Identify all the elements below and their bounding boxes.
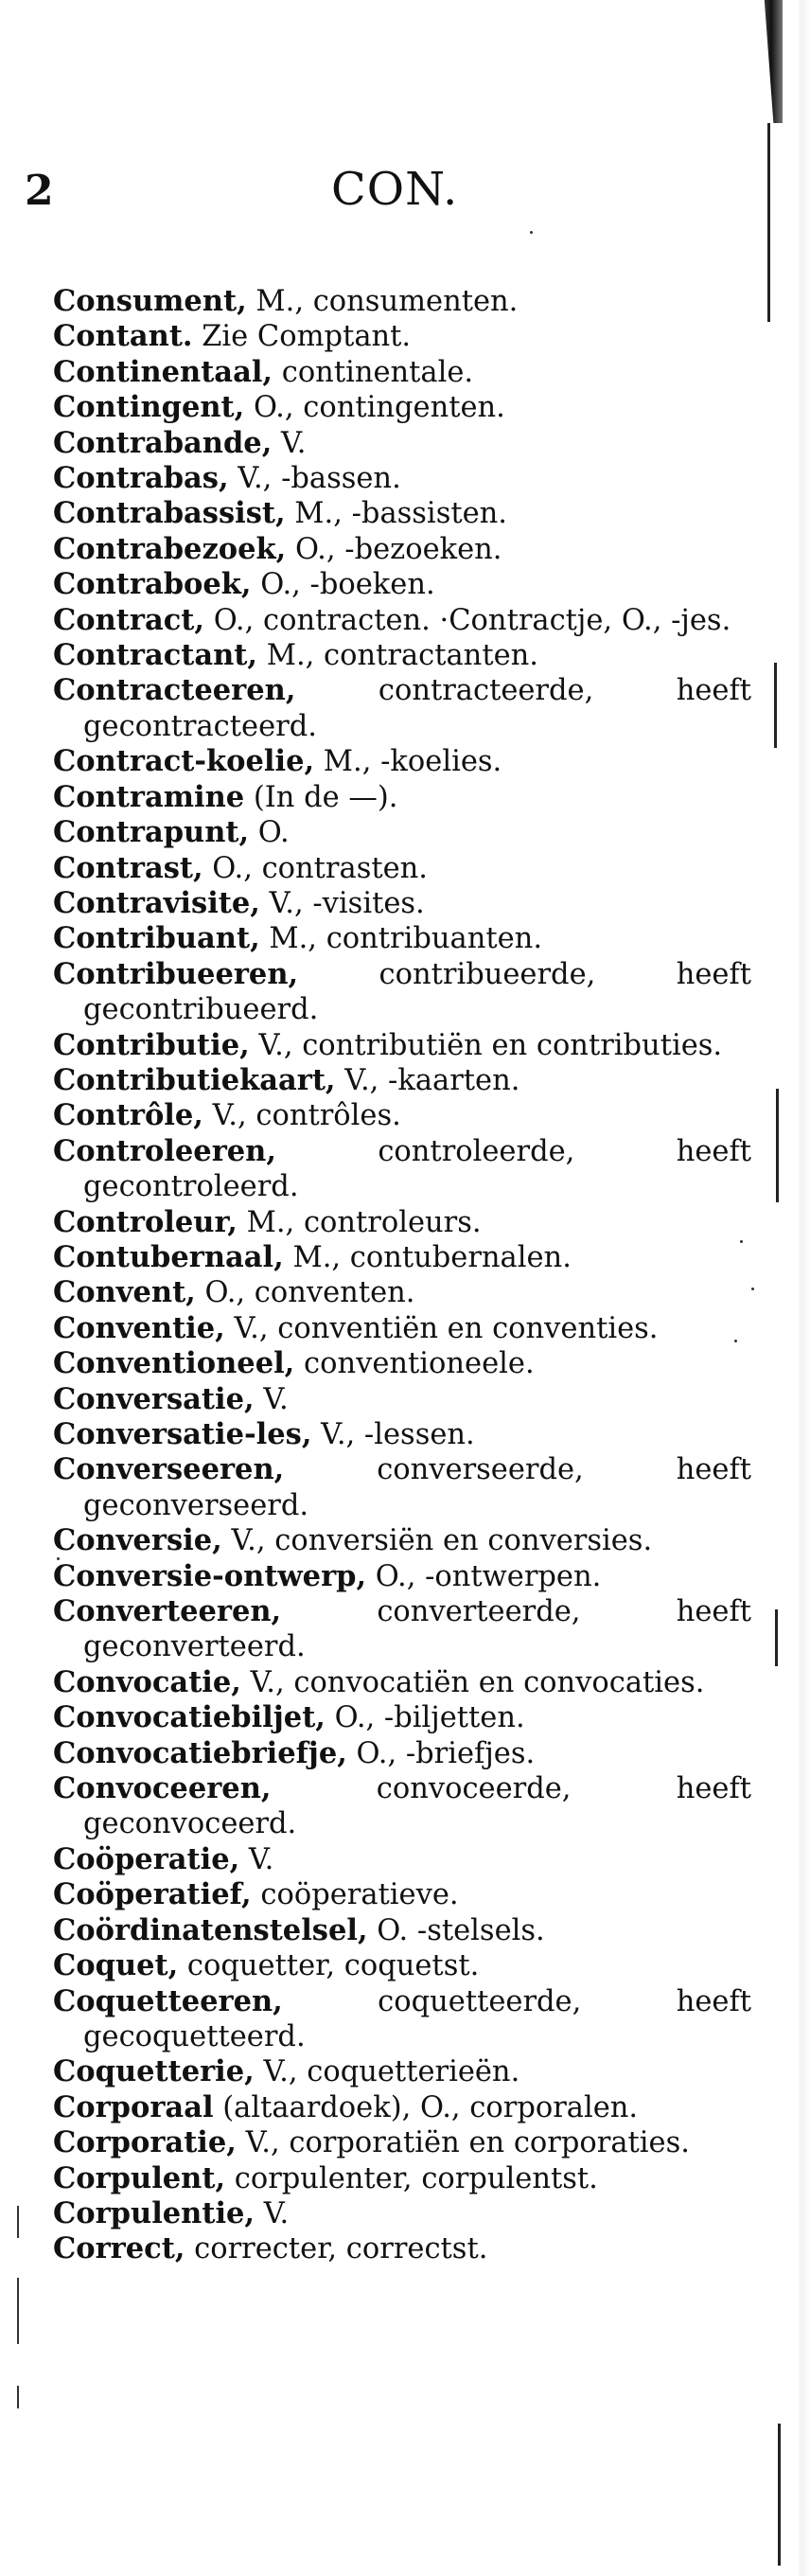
entry-headword: Contant. [53, 319, 193, 354]
entry-definition: V., coquetterieën. [254, 2055, 520, 2089]
entry-definition: O., -ontwerpen. [366, 1559, 602, 1593]
entry-headword: Consument, [53, 284, 247, 318]
entry-definition: M., consumenten. [246, 285, 519, 318]
entry-definition: O., -biljetten. [325, 1701, 525, 1735]
entry-definition: V. [255, 2196, 290, 2230]
page-header: CON. [331, 163, 459, 216]
dictionary-entry [53, 1877, 751, 1912]
entry-headword: Conventioneel, [53, 1346, 295, 1381]
entry-headword: Contrapunt, [53, 815, 250, 850]
entry-definition: (In de —). [244, 780, 398, 814]
scan-speck [530, 231, 533, 234]
dictionary-entry [53, 1275, 751, 1310]
entry-headword: Converteeren, [53, 1594, 282, 1629]
dictionary-entries [53, 284, 751, 2267]
entry-definition: V., convocatiën en convocaties. [240, 1665, 705, 1699]
scan-speck [751, 1288, 754, 1290]
dictionary-entry [53, 390, 751, 425]
entry-headword: Conversie, [53, 1523, 222, 1558]
entry-headword: Contubernaal, [53, 1239, 284, 1274]
entry-headword: Coördinatenstelsel, [53, 1912, 368, 1947]
dictionary-entry [53, 319, 751, 354]
dictionary-entry [53, 1134, 751, 1205]
scan-edge-line [774, 663, 777, 748]
entry-headword: Coöperatief, [53, 1877, 252, 1912]
scan-edge-line [778, 2424, 781, 2566]
entry-definition: convoceerde, heeft geconvoceerd. [83, 1772, 751, 1841]
entry-definition: continentale. [273, 355, 474, 389]
entry-headword: Contrabas, [53, 461, 229, 496]
entry-headword: Corpulentie, [53, 2195, 255, 2230]
entry-headword: Contracteeren, [53, 673, 296, 708]
scan-edge-line [776, 1089, 779, 1202]
dictionary-entry [53, 496, 751, 531]
dictionary-entry [53, 2125, 751, 2160]
entry-headword: Correct, [53, 2231, 185, 2266]
dictionary-entry [53, 1594, 751, 1665]
dictionary-entry [53, 2090, 751, 2125]
entry-definition: M., -koelies. [314, 745, 502, 779]
entry-definition: V., conversiën en conversies. [221, 1524, 653, 1558]
entry-definition: V. [272, 426, 307, 460]
entry-headword: Contingent, [53, 390, 245, 425]
dictionary-entry [53, 921, 751, 956]
entry-definition: converteerde, heeft geconverteerd. [83, 1595, 751, 1664]
entry-headword: Contrast, [53, 850, 203, 885]
dictionary-entry [53, 1240, 751, 1275]
dictionary-entry [53, 461, 751, 496]
dictionary-entry [53, 2054, 751, 2089]
entry-headword: Coquetteeren, [53, 1983, 283, 2018]
dictionary-entry [53, 1382, 751, 1417]
entry-definition: O. -stelsels. [367, 1913, 545, 1947]
entry-headword: Controleeren, [53, 1133, 276, 1168]
entry-definition: O., -briefjes. [346, 1736, 536, 1770]
entry-definition: contribueerde, heeft gecontribueerd. [83, 957, 751, 1027]
entry-definition: V., -lessen. [311, 1418, 475, 1451]
dictionary-entry [53, 1523, 751, 1558]
entry-definition: coöperatieve. [251, 1878, 459, 1912]
entry-definition: V. [239, 1842, 274, 1876]
dictionary-entry [53, 1948, 751, 1983]
page-number: 2 [25, 167, 54, 215]
dictionary-entry [53, 1913, 751, 1948]
dictionary-entry [53, 957, 751, 1028]
dictionary-entry [53, 426, 751, 461]
entry-definition: Zie Comptant. [192, 320, 412, 354]
entry-headword: Coquetterie, [53, 2054, 255, 2089]
dictionary-entry [53, 603, 751, 638]
entry-definition: V., -bassen. [228, 462, 401, 496]
dictionary-entry [53, 1346, 751, 1381]
entry-headword: Conventie, [53, 1310, 225, 1345]
dictionary-entry [53, 1028, 751, 1063]
dictionary-entry [53, 815, 751, 850]
entry-definition: coquetteerde, heeft gecoquetteerd. [83, 1984, 751, 2053]
entry-headword: Contributiekaart, [53, 1062, 336, 1097]
entry-definition: O., contingenten. [244, 391, 505, 425]
entry-headword: Contractant, [53, 638, 258, 673]
dictionary-entry [53, 1984, 751, 2055]
dictionary-entry [53, 1452, 751, 1523]
scan-edge-shadow [797, 0, 810, 2576]
entry-definition: (altaardoek), O., corporalen. [213, 2090, 639, 2124]
entry-headword: Conversatie, [53, 1381, 255, 1416]
entry-headword: Contramine [53, 779, 245, 814]
dictionary-entry [53, 1311, 751, 1346]
scan-margin-mark [17, 2278, 19, 2344]
entry-headword: Contributie, [53, 1027, 250, 1062]
dictionary-entry [53, 2231, 751, 2266]
dictionary-entry [53, 355, 751, 390]
dictionary-entry [53, 1417, 751, 1452]
entry-headword: Contribuant, [53, 921, 260, 956]
entry-headword: Converseeren, [53, 1452, 285, 1487]
scan-margin-mark [17, 2386, 19, 2408]
dictionary-entry [53, 1665, 751, 1700]
entry-headword: Conversie-ontwerp, [53, 1558, 367, 1593]
dictionary-entry [53, 532, 751, 567]
entry-headword: Coöperatie, [53, 1841, 240, 1876]
scan-margin-mark [17, 2206, 19, 2238]
dictionary-entry [53, 744, 751, 779]
dictionary-entry [53, 1063, 751, 1098]
dictionary-entry [53, 1771, 751, 1842]
entry-headword: Convocatie, [53, 1664, 241, 1699]
dictionary-entry [53, 2161, 751, 2196]
dictionary-entry [53, 1559, 751, 1594]
entry-definition: M., contribuanten. [259, 922, 543, 956]
entry-headword: Corporaal [53, 2089, 214, 2124]
entry-headword: Contravisite, [53, 885, 260, 920]
entry-definition: O., -boeken. [251, 568, 435, 602]
entry-headword: Contrabezoek, [53, 531, 287, 566]
dictionary-entry [53, 1700, 751, 1735]
entry-definition: correcter, correctst. [185, 2232, 488, 2266]
entry-headword: Convoceeren, [53, 1771, 272, 1806]
entry-headword: Convocatiebriefje, [53, 1735, 347, 1770]
entry-headword: Contract-koelie, [53, 744, 315, 779]
dictionary-entry [53, 638, 751, 673]
dictionary-entry [53, 673, 751, 744]
dictionary-entry [53, 284, 751, 319]
entry-headword: Contribueeren, [53, 956, 299, 991]
entry-definition: O., conventen. [195, 1276, 415, 1310]
entry-definition: O., contracten. ·Contractje, O., -jes. [204, 603, 731, 637]
entry-headword: Continentaal, [53, 354, 273, 389]
entry-definition: O., -bezoeken. [286, 532, 502, 566]
entry-headword: Convocatiebiljet, [53, 1700, 326, 1735]
entry-headword: Contract, [53, 602, 204, 637]
entry-definition: V., corporatiën en corporaties. [236, 2126, 690, 2160]
entry-headword: Contrabande, [53, 425, 273, 460]
entry-headword: Contrabassist, [53, 496, 286, 531]
dictionary-entry [53, 886, 751, 921]
entry-definition: controleerde, heeft gecontroleerd. [83, 1134, 751, 1204]
entry-headword: Corporatie, [53, 2125, 237, 2160]
entry-definition: corpulenter, corpulentst. [225, 2161, 598, 2195]
dictionary-entry [53, 1842, 751, 1877]
entry-definition: O., contrasten. [202, 851, 428, 885]
entry-headword: Corpulent, [53, 2160, 226, 2195]
scan-edge-line [775, 1609, 778, 1666]
entry-definition: contracteerde, heeft gecontracteerd. [83, 674, 751, 743]
entry-definition: conventioneele. [294, 1347, 535, 1381]
entry-definition: V., conventiën en conventies. [224, 1311, 659, 1345]
entry-definition: V. [254, 1382, 289, 1416]
entry-definition: V., contrôles. [202, 1099, 401, 1133]
entry-headword: Convent, [53, 1275, 196, 1310]
entry-definition: M., contractanten. [257, 639, 538, 673]
dictionary-entry [53, 1098, 751, 1133]
scan-edge-line [767, 123, 770, 322]
entry-definition: M., -bassisten. [285, 497, 507, 531]
entry-headword: Contraboek, [53, 567, 252, 602]
dictionary-entry [53, 780, 751, 815]
entry-definition: coquetter, coquetst. [178, 1949, 480, 1983]
entry-headword: Conversatie-les, [53, 1417, 312, 1451]
dictionary-entry [53, 851, 751, 886]
entry-definition: O. [249, 816, 290, 850]
dictionary-entry [53, 567, 751, 602]
dictionary-entry [53, 1736, 751, 1771]
dictionary-entry [53, 2196, 751, 2231]
entry-headword: Coquet, [53, 1948, 179, 1983]
entry-definition: converseerde, heeft geconverseerd. [83, 1453, 751, 1522]
scan-edge-mark [760, 0, 783, 123]
entry-definition: M., controleurs. [237, 1205, 482, 1239]
entry-definition: V., -kaarten. [335, 1063, 520, 1097]
entry-definition: M., contubernalen. [283, 1240, 572, 1274]
entry-headword: Contrôle, [53, 1098, 203, 1133]
entry-definition: V., contributiën en contributies. [249, 1028, 723, 1062]
entry-definition: V., -visites. [259, 886, 425, 920]
dictionary-entry [53, 1205, 751, 1240]
entry-headword: Controleur, [53, 1204, 238, 1239]
